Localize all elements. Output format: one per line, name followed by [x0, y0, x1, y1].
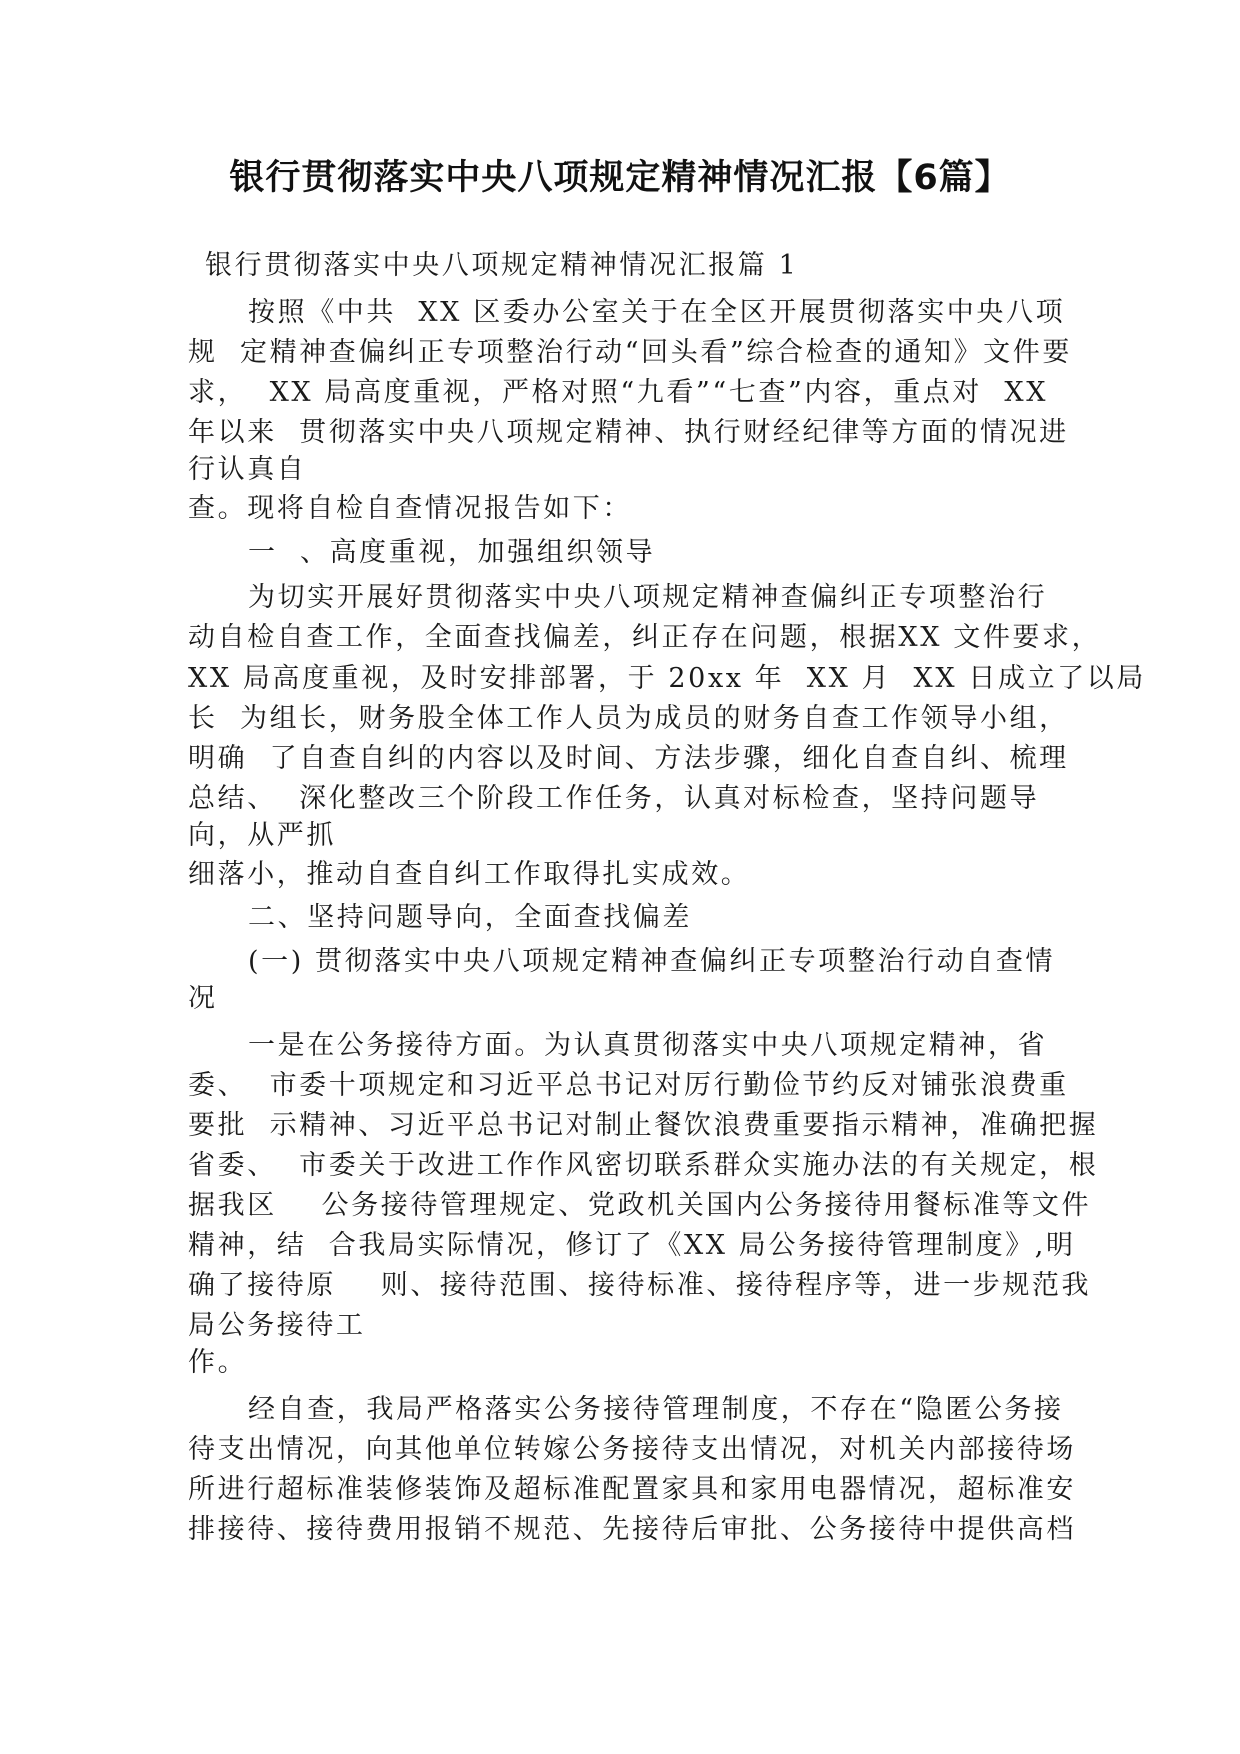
paragraph-line: 按照《中共 XX 区委办公室关于在全区开展贯彻落实中央八项	[248, 297, 1066, 328]
paragraph-line: 年以来 贯彻落实中央八项规定精神、执行财经纪律等方面的情况进	[188, 417, 1069, 448]
paragraph-line: 作。	[188, 1347, 248, 1378]
paragraph-line: 一是在公务接待方面。为认真贯彻落实中央八项规定精神，省	[248, 1030, 1048, 1061]
paragraph-line: 要批 示精神、习近平总书记对制止餐饮浪费重要指示精神，准确把握	[188, 1110, 1099, 1141]
paragraph-line: 经自查，我局严格落实公务接待管理制度，不存在“隐匿公务接	[248, 1394, 1064, 1425]
paragraph-line: 局公务接待工	[188, 1310, 366, 1341]
paragraph-line: 查。现将自检自查情况报告如下：	[188, 493, 632, 524]
paragraph-line: 总结、 深化整改三个阶段工作任务，认真对标检查，坚持问题导	[188, 783, 1040, 814]
paragraph-line: 况	[188, 983, 218, 1014]
paragraph-line: 向，从严抓	[188, 820, 336, 851]
paragraph-line: 动自检自查工作，全面查找偏差，纠正存在问题，根据XX 文件要求，	[188, 622, 1102, 653]
paragraph-line: 为切实开展好贯彻落实中央八项规定精神查偏纠正专项整治行	[248, 582, 1048, 613]
paragraph-line: 长 为组长，财务股全体工作人员为成员的财务自查工作领导小组，	[188, 703, 1069, 734]
paragraph-line: 所进行超标准装修装饰及超标准配置家具和家用电器情况，超标准安	[188, 1474, 1076, 1505]
paragraph-line: XX 局高度重视，及时安排部署，于 20xx 年 XX 月 XX 日成立了以局	[188, 663, 1146, 694]
paragraph-line: 省委、 市委关于改进工作作风密切联系群众实施办法的有关规定，根	[188, 1150, 1099, 1181]
paragraph-line: 行认真自	[188, 454, 307, 485]
paragraph-line: (一) 贯彻落实中央八项规定精神查偏纠正专项整治行动自查情	[248, 946, 1056, 977]
paragraph-line: 待支出情况，向其他单位转嫁公务接待支出情况，对机关内部接待场	[188, 1434, 1076, 1465]
paragraph-line: 细落小，推动自查自纠工作取得扎实成效。	[188, 859, 751, 890]
paragraph-line: 求， XX 局高度重视，严格对照“九看”“七查”内容，重点对 XX	[188, 377, 1049, 408]
paragraph-line: 明确 了自查自纠的内容以及时间、方法步骤，细化自查自纠、梳理	[188, 743, 1069, 774]
paragraph-line: 据我区 公务接待管理规定、党政机关国内公务接待用餐标准等文件	[188, 1190, 1092, 1221]
paragraph-line: 规 定精神查偏纠正专项整治行动“回头看”综合检查的通知》文件要	[188, 337, 1072, 368]
section-heading: 银行贯彻落实中央八项规定精神情况汇报篇 1	[205, 250, 799, 281]
paragraph-line: 确了接待原 则、接待范围、接待标准、接待程序等，进一步规范我	[188, 1270, 1092, 1301]
paragraph-line: 精神，结 合我局实际情况，修订了《XX 局公务接待管理制度》,明	[188, 1230, 1076, 1261]
paragraph-line: 排接待、接待费用报销不规范、先接待后审批、公务接待中提供高档	[188, 1514, 1076, 1545]
subsection-heading: 二、坚持问题导向，全面查找偏差	[248, 902, 692, 933]
paragraph-line: 委、 市委十项规定和习近平总书记对厉行勤俭节约反对铺张浪费重	[188, 1070, 1069, 1101]
document-title: 银行贯彻落实中央八项规定精神情况汇报【6篇】	[229, 158, 1011, 198]
subsection-heading: 一 、高度重视，加强组织领导	[248, 537, 656, 568]
